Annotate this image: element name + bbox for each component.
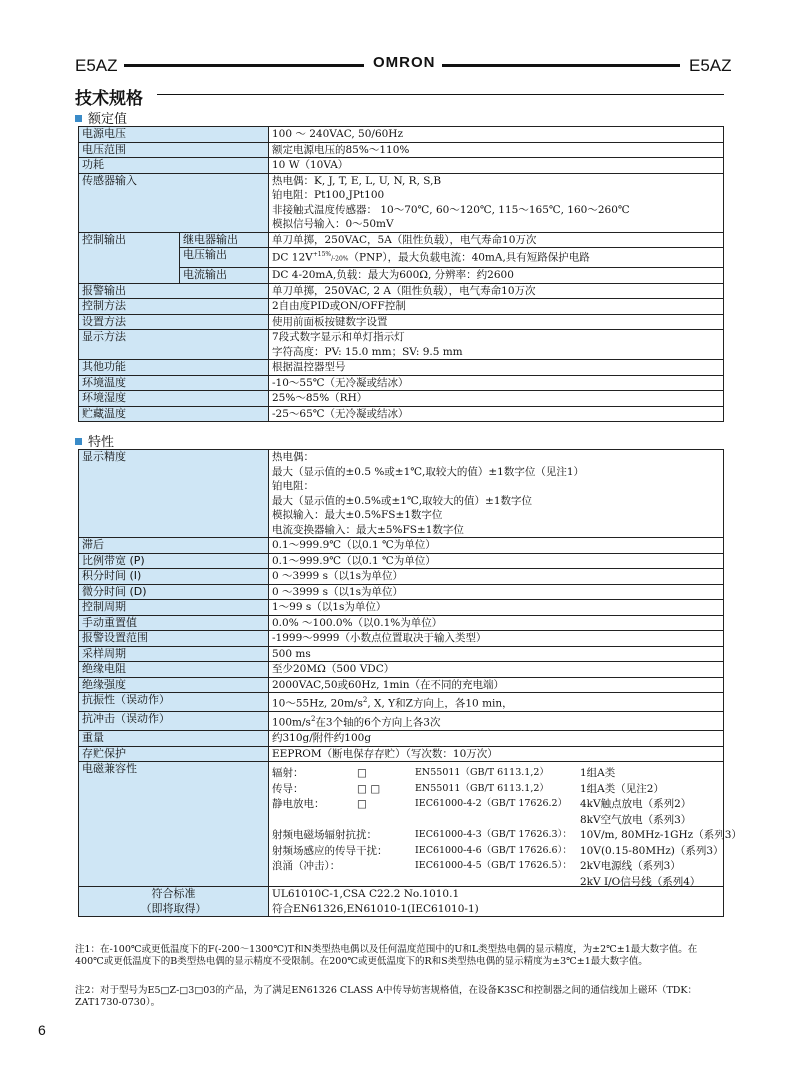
spec-value [269, 712, 724, 731]
spec-row [79, 375, 724, 391]
spec-value-line: 100 ～ 240VAC, 50/60Hz [272, 128, 403, 140]
spec-row [79, 677, 724, 693]
spec-label: 设置方法 [79, 314, 269, 330]
spec-value [269, 127, 724, 143]
emc-cell: EN55011（GB/T 6113.1,2） [415, 782, 549, 794]
spec-value-line: DC 4-20mA,负载：最大为600Ω, 分辨率：约2600 [272, 269, 514, 281]
spec-value [269, 158, 724, 174]
spec-value-line: $100m/s^2$在3个轴的6个方向上各3次 [272, 715, 441, 729]
emc-cell: □ [357, 767, 367, 779]
spec-row [79, 450, 724, 538]
emc-cell: 1组A类 [580, 767, 616, 779]
spec-label: 显示方法 [79, 330, 269, 360]
spec-row [79, 173, 724, 232]
model-label-left: E5AZ [75, 56, 118, 75]
section-heading-rated: 额定值 [75, 108, 127, 127]
emc-cell: 传导： [272, 782, 304, 795]
spec-sublabel: 继电器输出 [180, 232, 269, 248]
spec-label: 电源电压 [79, 127, 269, 143]
spec-value [269, 662, 724, 678]
spec-label: 滞后 [79, 538, 269, 554]
spec-label: 控制周期 [79, 600, 269, 616]
spec-row [79, 299, 724, 315]
note-1: 注1：在-100℃或更低温度下的F(-200～1300℃)T和N类型热电偶以及任何温度范围中的U和L类型热电偶的显示精度，为±2℃±1最大数字值。在400℃或更低温度下的B类型热电偶的显示精度不受限制。在200℃或更低温度下的R和S类型热电偶的显示精度为±3℃±1最大数字值。 [75, 944, 698, 967]
page-title: 技术规格 [75, 89, 143, 109]
spec-value-line: 热电偶： [272, 451, 314, 463]
spec-label: 环境温度 [79, 375, 269, 391]
emc-cell: IEC61000-4-3（GB/T 17626.3）： [415, 829, 572, 840]
spec-label: 贮藏温度 [79, 406, 269, 422]
emc-cell: EN55011（GB/T 6113.1,2） [415, 767, 549, 778]
spec-value-line: -25～65℃（无冷凝或结冰） [272, 407, 409, 420]
spec-row [79, 887, 724, 917]
spec-value-line: 2自由度PID或ON/OFF控制 [272, 300, 406, 312]
spec-label: 电磁兼容性 [79, 762, 269, 887]
spec-value-line: 0 ～3999 s（以1s为单位） [272, 570, 404, 582]
spec-value [269, 330, 724, 360]
title-rule [157, 94, 724, 95]
spec-value-line: 10 W（10VA） [272, 159, 349, 171]
spec-value-line: -1999～9999（小数点位置取决于输入类型） [272, 632, 487, 644]
spec-value-line: EEPROM（断电保存存贮）（写次数：10万次） [272, 747, 498, 760]
emc-cell: 10V/m, 80MHz-1GHz（系列3） [580, 829, 742, 841]
emc-cell: 10V(0.15-80MHz)（系列3） [580, 844, 724, 857]
spec-label: 抗冲击（误动作） [79, 712, 269, 731]
spec-value-line: 电流变换器输入：最大±5%FS±1数字位 [272, 523, 464, 536]
emc-cell: 4kV触点放电（系列2） [580, 798, 692, 810]
spec-row [79, 662, 724, 678]
emc-cell: 辐射： [272, 767, 304, 779]
spec-row [79, 646, 724, 662]
spec-value-line: 模拟输入：最大±0.5%FS±1数字位 [272, 509, 443, 521]
spec-row [79, 746, 724, 762]
spec-label: 显示精度 [79, 450, 269, 538]
spec-value-line: 0.0% ～100.0%（以0.1%为单位） [272, 616, 443, 629]
spec-row [79, 232, 724, 248]
spec-label: 控制输出 [79, 232, 180, 283]
spec-label: 环境湿度 [79, 391, 269, 407]
spec-value [269, 142, 724, 158]
emc-cell: 射频电磁场辐射抗扰： [272, 829, 377, 841]
spec-value [269, 283, 724, 299]
spec-row [79, 538, 724, 554]
spec-value-line: 最大（显示值的±0.5 %或±1℃,取较大的值）±1数字位（见注1） [272, 465, 585, 478]
spec-value [269, 887, 724, 917]
spec-row [79, 569, 724, 585]
spec-value-line: 1～99 s（以1s为单位） [272, 601, 387, 613]
spec-row [79, 330, 724, 360]
spec-label: 绝缘强度 [79, 677, 269, 693]
section-square-icon [75, 438, 82, 445]
spec-value-line: 字符高度：PV: 15.0 mm；SV: 9.5 mm [272, 345, 463, 358]
spec-value-line: 符合EN61326,EN61010-1(IEC61010-1) [272, 902, 479, 915]
emc-cell: 2kV电源线（系列3） [580, 860, 681, 872]
spec-row [79, 406, 724, 422]
emc-cell: IEC61000-4-5（GB/T 17626.5）： [415, 860, 572, 871]
spec-value-line: 使用前面板按键数字设置 [272, 315, 388, 328]
spec-row [79, 712, 724, 731]
section-heading-characteristics: 特性 [75, 431, 114, 450]
spec-value-line: 模拟信号输入：0～50mV [272, 218, 394, 230]
spec-value [269, 646, 724, 662]
header-rule-left [124, 64, 364, 67]
spec-row [79, 631, 724, 647]
spec-value-line: 7段式数字显示和单灯指示灯 [272, 331, 405, 343]
page-number: 6 [38, 1022, 46, 1038]
spec-value [269, 600, 724, 616]
emc-cell: IEC61000-4-6（GB/T 17626.6）： [415, 844, 572, 856]
spec-sublabel: 电流输出 [180, 268, 269, 284]
spec-label: 报警输出 [79, 283, 269, 299]
spec-label: 符合标准 （即将取得） [79, 887, 269, 917]
spec-value-line: 铂电阻： [272, 480, 314, 492]
section-square-icon [75, 115, 82, 122]
spec-label: 手动重置值 [79, 615, 269, 631]
spec-row [79, 600, 724, 616]
spec-value-line: 0 ～3999 s（以1s为单位） [272, 585, 404, 598]
spec-value-line: 最大（显示值的±0.5%或±1℃,取较大的值）±1数字位 [272, 494, 533, 507]
spec-label: 传感器输入 [79, 173, 269, 232]
spec-value-line: -10～55℃（无冷凝或结冰） [272, 376, 409, 389]
spec-value-line: 10～55Hz, $20m/s^2$, X, Y和Z方向上，各10 min， [272, 696, 513, 710]
spec-label: 微分时间 (D) [79, 584, 269, 600]
spec-label: 比例带宽 (P) [79, 553, 269, 569]
spec-row [79, 360, 724, 376]
spec-row [79, 391, 724, 407]
spec-value [269, 631, 724, 647]
spec-value-line: UL61010C-1,CSA C22.2 No.1010.1 [272, 888, 460, 900]
spec-value-line: 非接触式温度传感器： 10～70℃, 60～120℃, 115～165℃, 160～260℃ [272, 203, 630, 216]
spec-label: 绝缘电阻 [79, 662, 269, 678]
spec-label: 其他功能 [79, 360, 269, 376]
spec-row [79, 158, 724, 174]
spec-row [79, 283, 724, 299]
emc-cell: □ [357, 798, 367, 810]
spec-label: 报警设置范围 [79, 631, 269, 647]
spec-row [79, 693, 724, 712]
spec-value-line: 根据温控器型号 [272, 361, 346, 373]
spec-label: 存贮保护 [79, 746, 269, 762]
spec-row [79, 762, 724, 887]
spec-value [269, 569, 724, 585]
emc-value [269, 762, 742, 888]
spec-value [269, 731, 724, 747]
emc-cell: IEC61000-4-2（GB/T 17626.2） [415, 798, 568, 809]
spec-sublabel: 电压输出 [180, 248, 269, 268]
spec-value [269, 375, 724, 391]
note-2: 注2：对于型号为E5□Z-□3□03的产品，为了满足EN61326 CLASS A中传导妨害规格值，在设备K3SC和控制器之间的通信线加上磁环（TDK：ZAT1730-0730）。 [75, 985, 698, 1008]
spec-row [79, 615, 724, 631]
spec-value [269, 173, 724, 232]
spec-value [269, 677, 724, 693]
spec-value-line: 单刀单掷，250VAC，5A（阻性负载），电气寿命10万次 [272, 233, 537, 246]
spec-value [269, 299, 724, 315]
spec-row [79, 731, 724, 747]
emc-cell: 1组A类（见注2） [580, 782, 664, 795]
emc-cell: 浪涌（冲击）： [272, 860, 341, 872]
spec-value [269, 406, 724, 422]
spec-row [79, 314, 724, 330]
spec-row [79, 584, 724, 600]
spec-value-line: DC $12V^{+15\%}/-20\%(PNP)$，最大负载电流：40mA,具有短路保护电路 [272, 251, 590, 264]
spec-value [269, 248, 724, 268]
spec-value-line: 25%～85%（RH） [272, 392, 368, 404]
spec-value [269, 746, 724, 762]
spec-value-line: 500 ms [272, 647, 311, 660]
spec-value [269, 693, 724, 712]
spec-value-line: 至少20MΩ（500 VDC） [272, 663, 395, 675]
emc-cell: 静电放电： [272, 798, 325, 810]
spec-label: 抗振性（误动作） [79, 693, 269, 712]
spec-value [269, 232, 724, 248]
spec-label: 电压范围 [79, 142, 269, 158]
brand-logo: OMRON [373, 54, 436, 71]
spec-value [269, 615, 724, 631]
spec-row [79, 127, 724, 143]
spec-label: 功耗 [79, 158, 269, 174]
spec-value-line: 0.1～999.9℃（以0.1 ℃为单位） [272, 554, 436, 567]
spec-value [269, 584, 724, 600]
spec-value-line: 热电偶：K, J, T, E, L, U, N, R, S,B [272, 174, 442, 187]
spec-label: 采样周期 [79, 646, 269, 662]
spec-value-line: 约310g/附件约100g [272, 732, 372, 744]
rated-table [78, 126, 724, 422]
spec-row [79, 142, 724, 158]
spec-value-line: 铂电阻：Pt100,JPt100 [272, 189, 385, 201]
spec-row [79, 553, 724, 569]
spec-value-line: 2000VAC,50或60Hz, 1min（在不同的充电端） [272, 678, 505, 691]
spec-value [269, 360, 724, 376]
spec-label: 重量 [79, 731, 269, 747]
model-label-right: E5AZ [689, 56, 732, 75]
emc-cell: □ □ [357, 782, 381, 795]
spec-value [269, 538, 724, 554]
spec-label: 积分时间 (I) [79, 569, 269, 585]
spec-value [269, 450, 724, 538]
spec-label: 控制方法 [79, 299, 269, 315]
spec-value-line: 额定电源电压的85%～110% [272, 143, 410, 156]
header-rule-right [442, 64, 680, 67]
spec-value-line: 单刀单掷，250VAC, 2 A（阻性负载），电气寿命10万次 [272, 284, 536, 297]
spec-value [269, 268, 724, 284]
spec-value [269, 314, 724, 330]
characteristics-table [78, 449, 742, 917]
emc-cell: 射频场感应的传导干扰： [272, 844, 388, 857]
emc-cell: 2kV I/O信号线（系列4） [580, 875, 701, 888]
spec-value-line: 0.1～999.9℃（以0.1 ℃为单位） [272, 539, 436, 551]
spec-value [269, 553, 724, 569]
emc-cell: 8kV空气放电（系列3） [580, 813, 692, 826]
spec-value [269, 391, 724, 407]
